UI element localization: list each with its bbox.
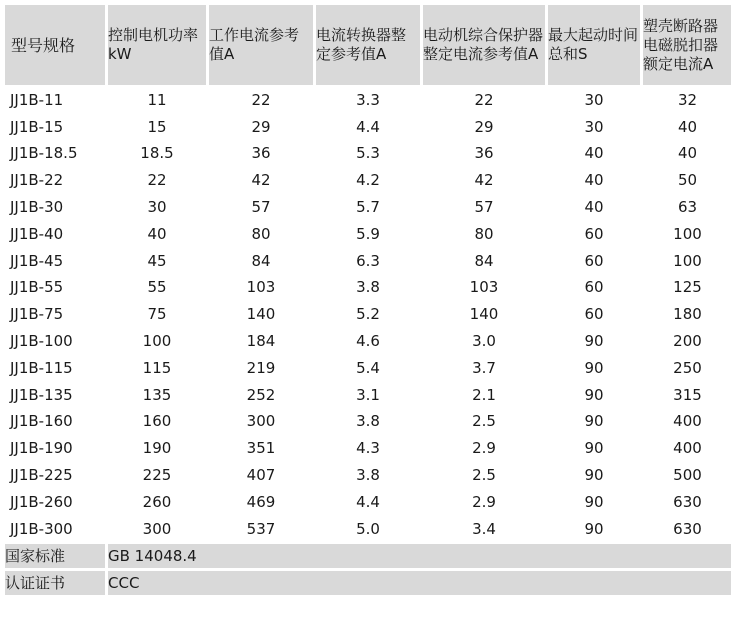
- cell-current-converter: 5.0: [356, 519, 380, 538]
- cell-breaker-current: 180: [673, 305, 702, 324]
- header-working-current: 工作电流参考值A: [209, 5, 313, 85]
- cell-motor-power: 225: [142, 466, 172, 485]
- header-max-start-time: 最大起动时间总和S: [548, 5, 640, 85]
- cell-model: JJ1B-30: [10, 198, 64, 217]
- table-row: [5, 88, 731, 112]
- cell-max-start-time: 30: [584, 90, 604, 109]
- cell-current-converter: 6.3: [356, 251, 380, 270]
- cell-breaker-current: 630: [673, 519, 702, 538]
- cell-max-start-time: 40: [584, 144, 604, 163]
- footer-label: 国家标准: [5, 544, 105, 568]
- spec-table: [2, 2, 731, 598]
- header-model: 型号规格: [5, 5, 105, 85]
- cell-motor-power: 18.5: [140, 144, 174, 163]
- cell-model: JJ1B-40: [10, 224, 64, 243]
- cell-motor-power: 75: [147, 305, 167, 324]
- cell-model: JJ1B-22: [10, 171, 64, 190]
- cell-breaker-current: 32: [677, 90, 698, 109]
- cell-max-start-time: 40: [584, 171, 604, 190]
- cell-motor-power: 30: [147, 198, 167, 217]
- cell-model: JJ1B-55: [10, 278, 64, 297]
- cell-working-current: 351: [246, 439, 276, 458]
- cell-motor-protector: 84: [474, 251, 494, 270]
- header-motor-protector: 电动机综合保护器整定电流参考值A: [423, 5, 545, 85]
- cell-breaker-current: 100: [673, 251, 702, 270]
- cell-model: JJ1B-18.5: [10, 144, 78, 163]
- cell-current-converter: 5.2: [356, 305, 380, 324]
- cell-motor-protector: 140: [469, 305, 499, 324]
- cell-model: JJ1B-45: [10, 251, 64, 270]
- cell-working-current: 57: [251, 198, 271, 217]
- cell-model: JJ1B-135: [10, 385, 73, 404]
- cell-motor-power: 115: [142, 358, 172, 377]
- cell-motor-power: 55: [147, 278, 167, 297]
- cell-current-converter: 3.3: [356, 90, 380, 109]
- table-row: [5, 356, 731, 380]
- cell-current-converter: 4.3: [356, 439, 380, 458]
- cell-current-converter: 5.3: [356, 144, 380, 163]
- cell-max-start-time: 30: [584, 117, 604, 136]
- cell-working-current: 219: [246, 358, 276, 377]
- table-row: [5, 517, 731, 541]
- cell-model: JJ1B-300: [10, 519, 73, 538]
- cell-model: JJ1B-11: [10, 90, 64, 109]
- cell-max-start-time: 90: [584, 466, 604, 485]
- footer-value: CCC: [108, 571, 731, 595]
- cell-breaker-current: 40: [677, 117, 698, 136]
- cell-motor-protector: 3.7: [472, 358, 496, 377]
- cell-current-converter: 4.4: [356, 492, 380, 511]
- cell-breaker-current: 500: [673, 466, 702, 485]
- table-row: [5, 436, 731, 460]
- cell-current-converter: 5.7: [356, 198, 380, 217]
- cell-breaker-current: 250: [673, 358, 702, 377]
- cell-motor-protector: 3.0: [472, 332, 496, 351]
- cell-motor-power: 260: [142, 492, 172, 511]
- cell-motor-protector: 103: [469, 278, 499, 297]
- table-row: [5, 115, 731, 139]
- header-current-converter: 电流转换器整定参考值A: [316, 5, 420, 85]
- table-row: [5, 329, 731, 353]
- cell-model: JJ1B-260: [10, 492, 73, 511]
- cell-motor-protector: 2.5: [472, 412, 496, 431]
- cell-breaker-current: 630: [673, 492, 702, 511]
- cell-motor-power: 22: [147, 171, 167, 190]
- cell-working-current: 469: [246, 492, 276, 511]
- cell-motor-protector: 2.9: [472, 492, 496, 511]
- cell-breaker-current: 400: [673, 412, 702, 431]
- cell-working-current: 103: [246, 278, 276, 297]
- cell-motor-power: 300: [142, 519, 172, 538]
- table-row: [5, 249, 731, 273]
- table-row: [5, 383, 731, 407]
- table-row: [5, 168, 731, 192]
- footer-value: GB 14048.4: [108, 544, 731, 568]
- cell-working-current: 537: [246, 519, 276, 538]
- cell-current-converter: 3.8: [356, 278, 380, 297]
- cell-working-current: 300: [246, 412, 276, 431]
- cell-current-converter: 4.4: [356, 117, 380, 136]
- cell-breaker-current: 63: [677, 198, 698, 217]
- cell-max-start-time: 90: [584, 358, 604, 377]
- cell-max-start-time: 40: [584, 198, 604, 217]
- cell-model: JJ1B-75: [10, 305, 64, 324]
- cell-working-current: 80: [251, 224, 271, 243]
- table-row: [5, 142, 731, 166]
- table-row: [5, 410, 731, 434]
- cell-current-converter: 3.1: [356, 385, 380, 404]
- cell-max-start-time: 90: [584, 332, 604, 351]
- cell-model: JJ1B-160: [10, 412, 73, 431]
- cell-working-current: 22: [251, 90, 271, 109]
- table-row: [5, 302, 731, 326]
- cell-motor-protector: 3.4: [472, 519, 496, 538]
- cell-working-current: 29: [251, 117, 271, 136]
- cell-motor-power: 135: [142, 385, 172, 404]
- table-row: [5, 490, 731, 514]
- footer-label: 认证证书: [5, 571, 105, 595]
- cell-current-converter: 4.6: [356, 332, 380, 351]
- cell-motor-power: 100: [142, 332, 172, 351]
- cell-motor-protector: 22: [474, 90, 494, 109]
- cell-working-current: 252: [246, 385, 276, 404]
- cell-breaker-current: 315: [673, 385, 702, 404]
- cell-motor-protector: 80: [474, 224, 494, 243]
- cell-motor-protector: 2.1: [472, 385, 496, 404]
- cell-working-current: 184: [246, 332, 276, 351]
- cell-breaker-current: 400: [673, 439, 702, 458]
- cell-max-start-time: 60: [584, 305, 604, 324]
- cell-motor-protector: 29: [474, 117, 494, 136]
- cell-current-converter: 5.4: [356, 358, 380, 377]
- cell-working-current: 84: [251, 251, 271, 270]
- cell-model: JJ1B-100: [10, 332, 73, 351]
- cell-breaker-current: 125: [673, 278, 702, 297]
- cell-breaker-current: 40: [677, 144, 698, 163]
- cell-model: JJ1B-190: [10, 439, 73, 458]
- header-row: [5, 5, 731, 85]
- cell-max-start-time: 60: [584, 224, 604, 243]
- cell-model: JJ1B-15: [10, 117, 64, 136]
- cell-working-current: 42: [251, 171, 271, 190]
- cell-max-start-time: 90: [584, 412, 604, 431]
- cell-working-current: 140: [246, 305, 276, 324]
- header-motor-power: 控制电机功率kW: [108, 5, 206, 85]
- cell-model: JJ1B-225: [10, 466, 73, 485]
- cell-max-start-time: 90: [584, 519, 604, 538]
- cell-motor-protector: 36: [474, 144, 494, 163]
- cell-max-start-time: 90: [584, 439, 604, 458]
- cell-working-current: 36: [251, 144, 271, 163]
- cell-max-start-time: 60: [584, 278, 604, 297]
- cell-current-converter: 3.8: [356, 466, 380, 485]
- cell-motor-protector: 2.9: [472, 439, 496, 458]
- cell-model: JJ1B-115: [10, 358, 73, 377]
- cell-max-start-time: 90: [584, 492, 604, 511]
- cell-motor-protector: 57: [474, 198, 494, 217]
- cell-working-current: 407: [246, 466, 276, 485]
- header-breaker-current: 塑壳断路器电磁脱扣器额定电流A: [643, 5, 731, 85]
- cell-breaker-current: 100: [673, 224, 702, 243]
- cell-motor-power: 11: [147, 90, 167, 109]
- cell-breaker-current: 200: [673, 332, 702, 351]
- cell-motor-power: 190: [142, 439, 172, 458]
- cell-motor-power: 40: [147, 224, 167, 243]
- cell-max-start-time: 60: [584, 251, 604, 270]
- cell-motor-power: 45: [147, 251, 167, 270]
- cell-current-converter: 4.2: [356, 171, 380, 190]
- cell-current-converter: 3.8: [356, 412, 380, 431]
- table-row: [5, 195, 731, 219]
- cell-current-converter: 5.9: [356, 224, 380, 243]
- cell-breaker-current: 50: [677, 171, 698, 190]
- footer-row: [5, 571, 731, 595]
- cell-motor-power: 15: [147, 117, 167, 136]
- cell-motor-protector: 42: [474, 171, 494, 190]
- cell-max-start-time: 90: [584, 385, 604, 404]
- table-row: [5, 276, 731, 300]
- footer-row: [5, 544, 731, 568]
- table-row: [5, 463, 731, 487]
- cell-motor-power: 160: [142, 412, 172, 431]
- cell-motor-protector: 2.5: [472, 466, 496, 485]
- table-row: [5, 222, 731, 246]
